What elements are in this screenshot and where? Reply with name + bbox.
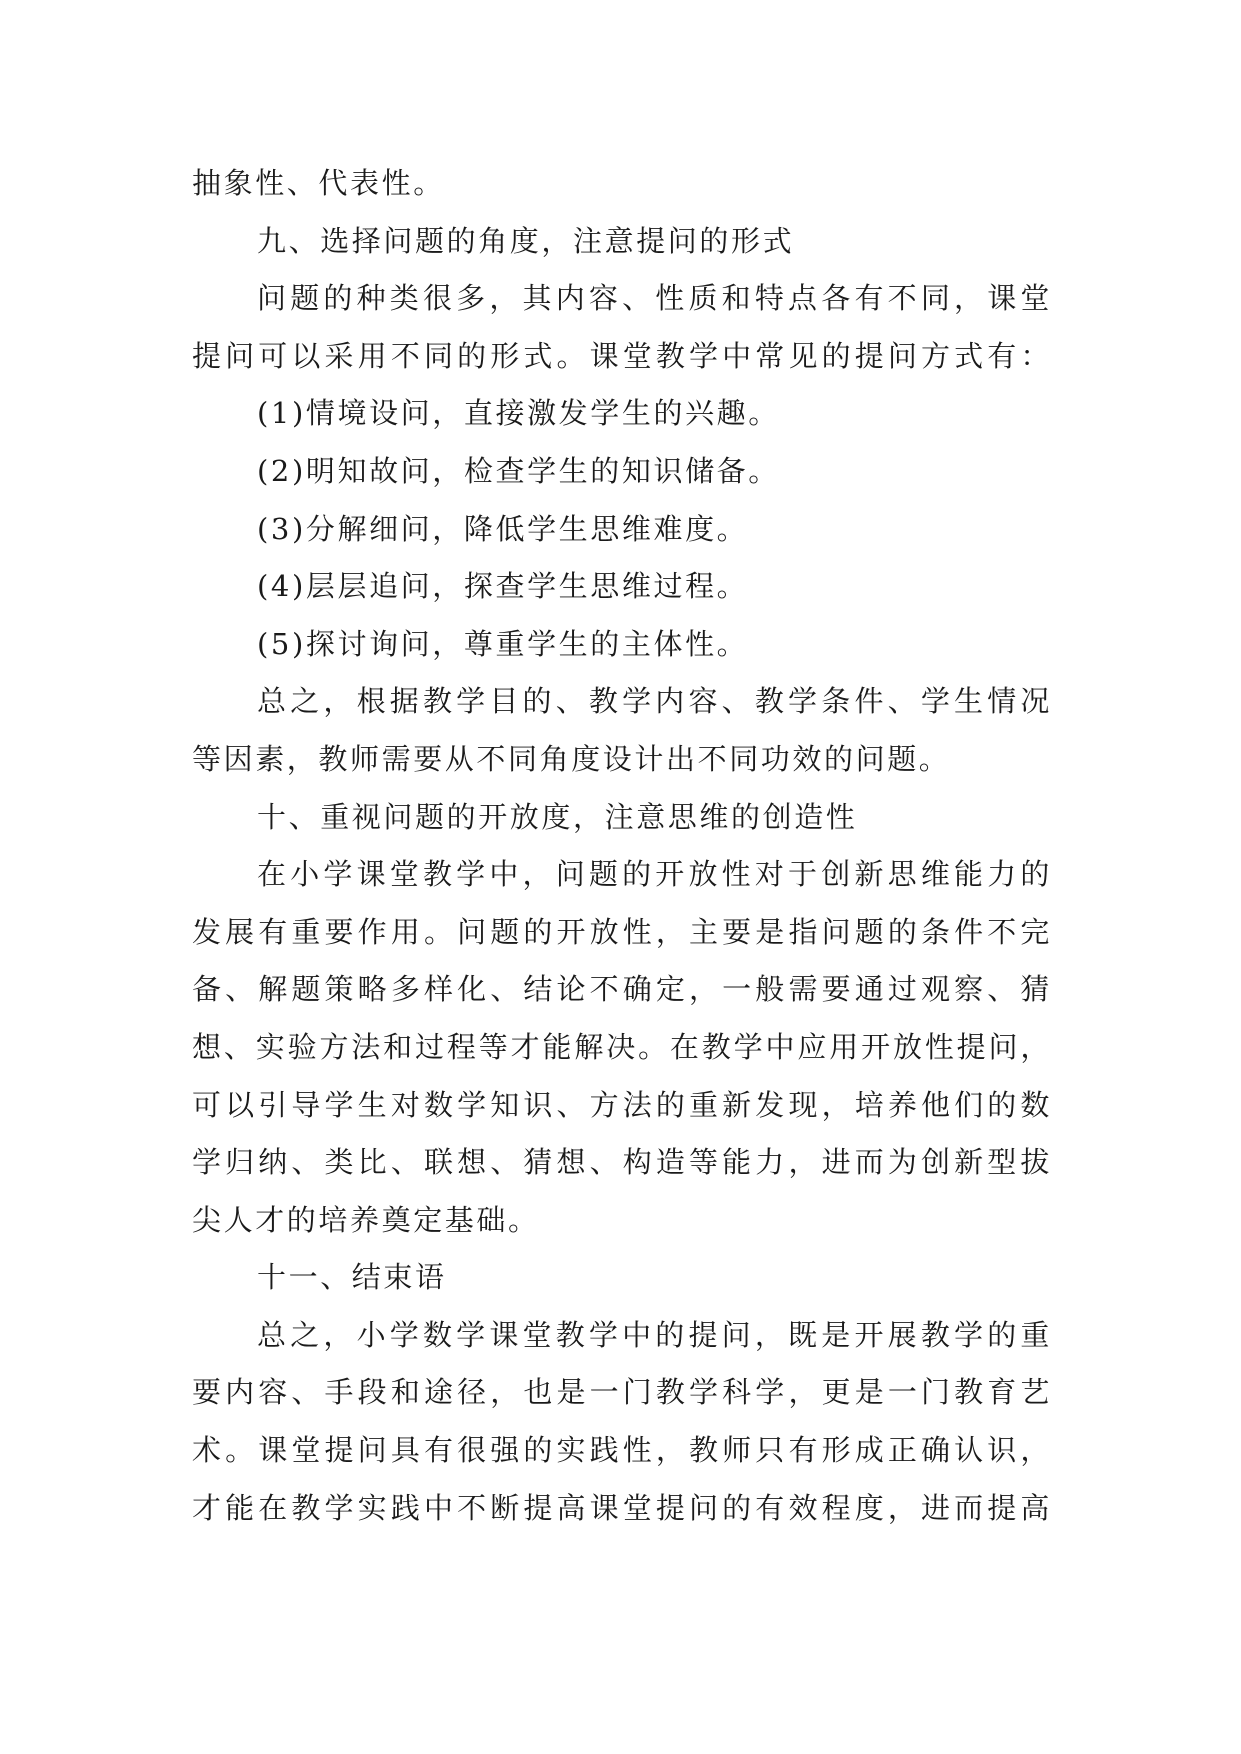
paragraph-line: 学归纳、类比、联想、猜想、构造等能力，进而为创新型拔 <box>192 1145 1052 1180</box>
paragraph-line: 发展有重要作用。问题的开放性，主要是指问题的条件不完 <box>192 914 1052 949</box>
paragraph-line: 提问可以采用不同的形式。课堂教学中常见的提问方式有： <box>192 338 1052 373</box>
paragraph-line: 备、解题策略多样化、结论不确定，一般需要通过观察、猜 <box>192 972 1052 1007</box>
list-item: (5)探讨询问，尊重学生的主体性。 <box>257 626 749 661</box>
section-heading-11: 十一、结束语 <box>257 1260 447 1295</box>
paragraph-line: 想、实验方法和过程等才能解决。在教学中应用开放性提问， <box>192 1029 1052 1064</box>
paragraph-line: 总之，小学数学课堂教学中的提问，既是开展教学的重 <box>257 1317 1052 1352</box>
list-item: (3)分解细问，降低学生思维难度。 <box>257 511 749 546</box>
list-item: (4)层层追问，探查学生思维过程。 <box>257 569 749 604</box>
section-heading-9: 九、选择问题的角度，注意提问的形式 <box>257 223 795 258</box>
paragraph-continuation: 抽象性、代表性。 <box>192 166 445 200</box>
paragraph-line: 才能在教学实践中不断提高课堂提问的有效程度，进而提高 <box>192 1490 1052 1525</box>
list-item: (1)情境设问，直接激发学生的兴趣。 <box>257 396 780 431</box>
paragraph-line: 问题的种类很多，其内容、性质和特点各有不同，课堂 <box>257 281 1052 316</box>
paragraph-line: 术。课堂提问具有很强的实践性，教师只有形成正确认识， <box>192 1433 1052 1468</box>
section-heading-10: 十、重视问题的开放度，注意思维的创造性 <box>257 799 858 834</box>
paragraph-line: 在小学课堂教学中，问题的开放性对于创新思维能力的 <box>257 857 1052 892</box>
document-body <box>192 155 1052 1537</box>
paragraph-line: 等因素，教师需要从不同角度设计出不同功效的问题。 <box>192 741 951 776</box>
paragraph-line: 要内容、手段和途径，也是一门教学科学，更是一门教育艺 <box>192 1375 1052 1410</box>
paragraph-line: 可以引导学生对数学知识、方法的重新发现，培养他们的数 <box>192 1087 1052 1122</box>
list-item: (2)明知故问，检查学生的知识储备。 <box>257 453 780 488</box>
paragraph-line: 尖人才的培养奠定基础。 <box>192 1202 540 1237</box>
paragraph-line: 总之，根据教学目的、教学内容、教学条件、学生情况 <box>257 684 1052 719</box>
